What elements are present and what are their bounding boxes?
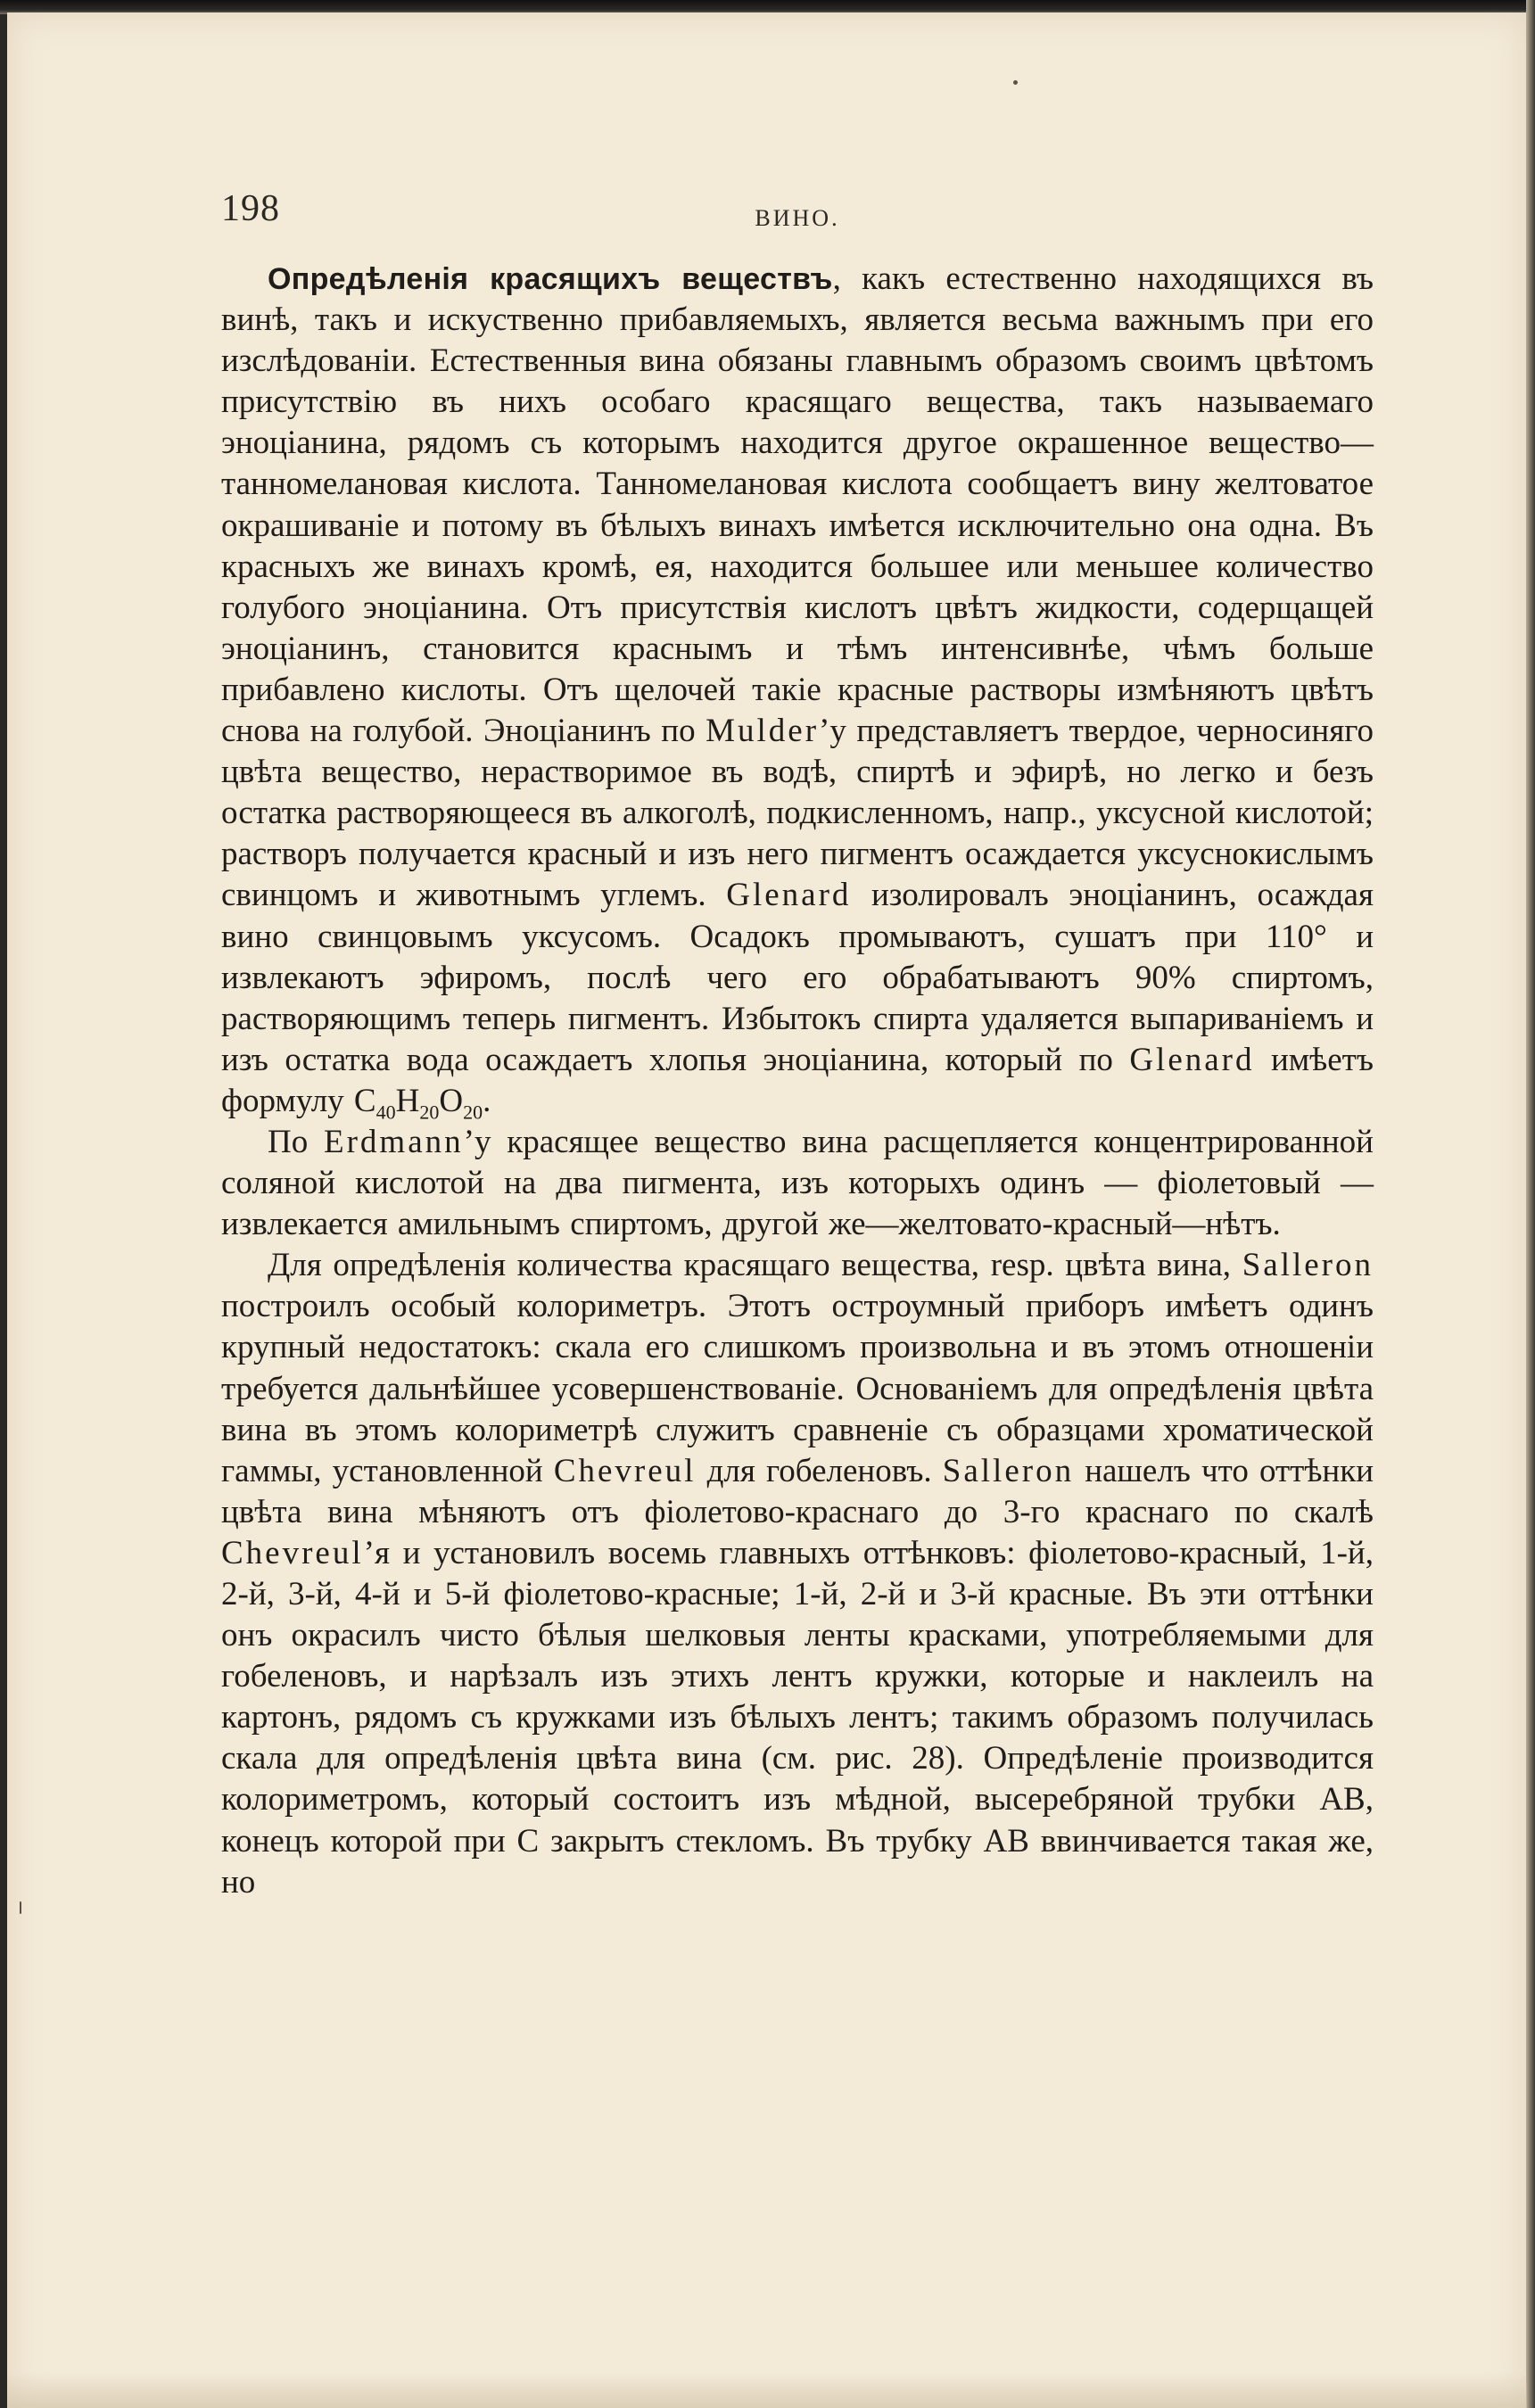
page-number: 198 bbox=[221, 188, 280, 229]
author-name: Chevreul bbox=[553, 1452, 697, 1489]
paragraph-text: H bbox=[395, 1082, 420, 1119]
paragraph-text: ’у представляетъ твердое, черносиняго цвѣта вещество, нерастворимое въ водѣ, спиртѣ и эфирѣ, но легко и безъ остатка растворяющееся въ алкоголѣ, подкисленномъ, напр., уксусной кислотой; растворъ получается красный и изъ него пигментъ осаждается уксуснокислымъ свинцомъ и животнымъ углемъ. bbox=[221, 713, 1374, 914]
paragraph-text: Для опредѣленія количества красящаго вещества, resp. цвѣта вина, bbox=[268, 1247, 1242, 1284]
paragraph-text: построилъ особый колориметръ. Этотъ остроумный приборъ имѣетъ одинъ крупный недостатокъ: скала его слишкомъ произвольна и въ этомъ отношеніи требуется дальнѣйшее усовершенствованіе. Основаніемъ для опредѣленія цвѣта вина въ этомъ колориметрѣ служитъ сравненіе съ образцами хроматической гаммы, установленной bbox=[221, 1288, 1374, 1489]
paragraph-text: По bbox=[268, 1123, 324, 1160]
paragraph-text: имѣетъ формулу C bbox=[221, 1041, 1374, 1119]
author-name: Mulder bbox=[706, 713, 820, 750]
author-name: Glenard bbox=[726, 877, 852, 914]
scan-right-border bbox=[1526, 0, 1535, 2408]
ink-speck bbox=[20, 1901, 21, 1914]
author-name: Salleron bbox=[942, 1452, 1075, 1489]
formula-subscript: 20 bbox=[419, 1101, 440, 1124]
author-name: Chevreul bbox=[221, 1534, 364, 1571]
paragraph-text: ’у красящее вещество вина расщепляется концентрированной соляной кислотой на два пигмента, изъ которыхъ одинъ — фіолетовый — извлекается амильнымъ спиртомъ, другой же—желтовато-красный—нѣтъ. bbox=[221, 1123, 1374, 1243]
running-title: ВИНО. bbox=[755, 205, 840, 231]
paragraph bbox=[221, 1122, 1374, 1245]
ink-speck bbox=[1013, 80, 1018, 85]
author-name: Erdmann bbox=[324, 1123, 464, 1160]
formula-subscript: 40 bbox=[375, 1101, 396, 1124]
page-body bbox=[221, 259, 1374, 1903]
author-name: Glenard bbox=[1129, 1041, 1255, 1078]
paragraph bbox=[221, 259, 1374, 1122]
author-name: Salleron bbox=[1242, 1247, 1374, 1284]
paragraph bbox=[221, 1245, 1374, 1903]
paragraph-text: для гобеленовъ. bbox=[696, 1452, 943, 1489]
section-lead-heading: Опредѣленія красящихъ веществъ bbox=[268, 262, 833, 296]
paragraph-text: ’я и установилъ восемь главныхъ оттѣнковъ: фіолетово-красный, 1-й, 2-й, 3-й, 4-й и 5-й фіолетово-красные; 1-й, 2-й и 3-й красные. Въ эти оттѣнки онъ окрасилъ чисто бѣлыя шелковыя ленты красками, употребляемыми для гобеленовъ, и нарѣзалъ изъ этихъ лентъ кружки, которые и наклеилъ на картонъ, рядомъ съ кружками изъ бѣлыхъ лентъ; такимъ образомъ получилась скала для опредѣленія цвѣта вина (см. рис. 28). Опредѣленіе производится колориметромъ, который состоитъ изъ мѣдной, высеребряной трубки AB, конецъ которой при C закрытъ стекломъ. Въ трубку AB ввинчивается такая же, но bbox=[221, 1534, 1374, 1901]
paragraph-text: O bbox=[439, 1082, 464, 1119]
page-header bbox=[221, 187, 1374, 241]
paragraph-text: . bbox=[483, 1082, 491, 1119]
page-bottom-shadow bbox=[7, 2372, 1527, 2408]
paragraph-text: изолировалъ эноціанинъ, осаждая вино свинцовымъ уксусомъ. Осадокъ промываютъ, сушатъ при 110° и извлекаютъ эфиромъ, послѣ чего его обрабатываютъ 90% спиртомъ, растворяющимъ теперь пигментъ. Избытокъ спирта удаляется выпариваніемъ и изъ остатка вода осаждаетъ хлопья эноціанина, который по bbox=[221, 877, 1374, 1078]
paragraph-text: , какъ естественно находящихся въ винѣ, такъ и искуственно прибавляемыхъ, является весьма важнымъ при его изслѣдованіи. Естественныя вина обязаны главнымъ образомъ своимъ цвѣтомъ присутствію въ нихъ особаго красящаго вещества, такъ называемаго эноціанина, рядомъ съ которымъ находится другое окрашенное вещество—танномелановая кислота. Танномелановая кислота сообщаетъ вину желтоватое окрашиваніе и потому въ бѣлыхъ винахъ имѣется исключительно она одна. Въ красныхъ же винахъ кромѣ, ея, находится большее или меньшее количество голубого эноціанина. Отъ присутствія кислотъ цвѣтъ жидкости, содерщащей эноціанинъ, становится краснымъ и тѣмъ интенсивнѣе, чѣмъ больше прибавлено кислоты. Отъ щелочей такіе красные растворы измѣняютъ цвѣтъ снова на голубой. Эноціанинъ по bbox=[221, 260, 1374, 750]
paragraph-text: нашелъ что оттѣнки цвѣта вина мѣняютъ отъ фіолетово-краснаго до 3-го краснаго по скалѣ bbox=[221, 1452, 1374, 1530]
formula-subscript: 20 bbox=[463, 1101, 483, 1124]
